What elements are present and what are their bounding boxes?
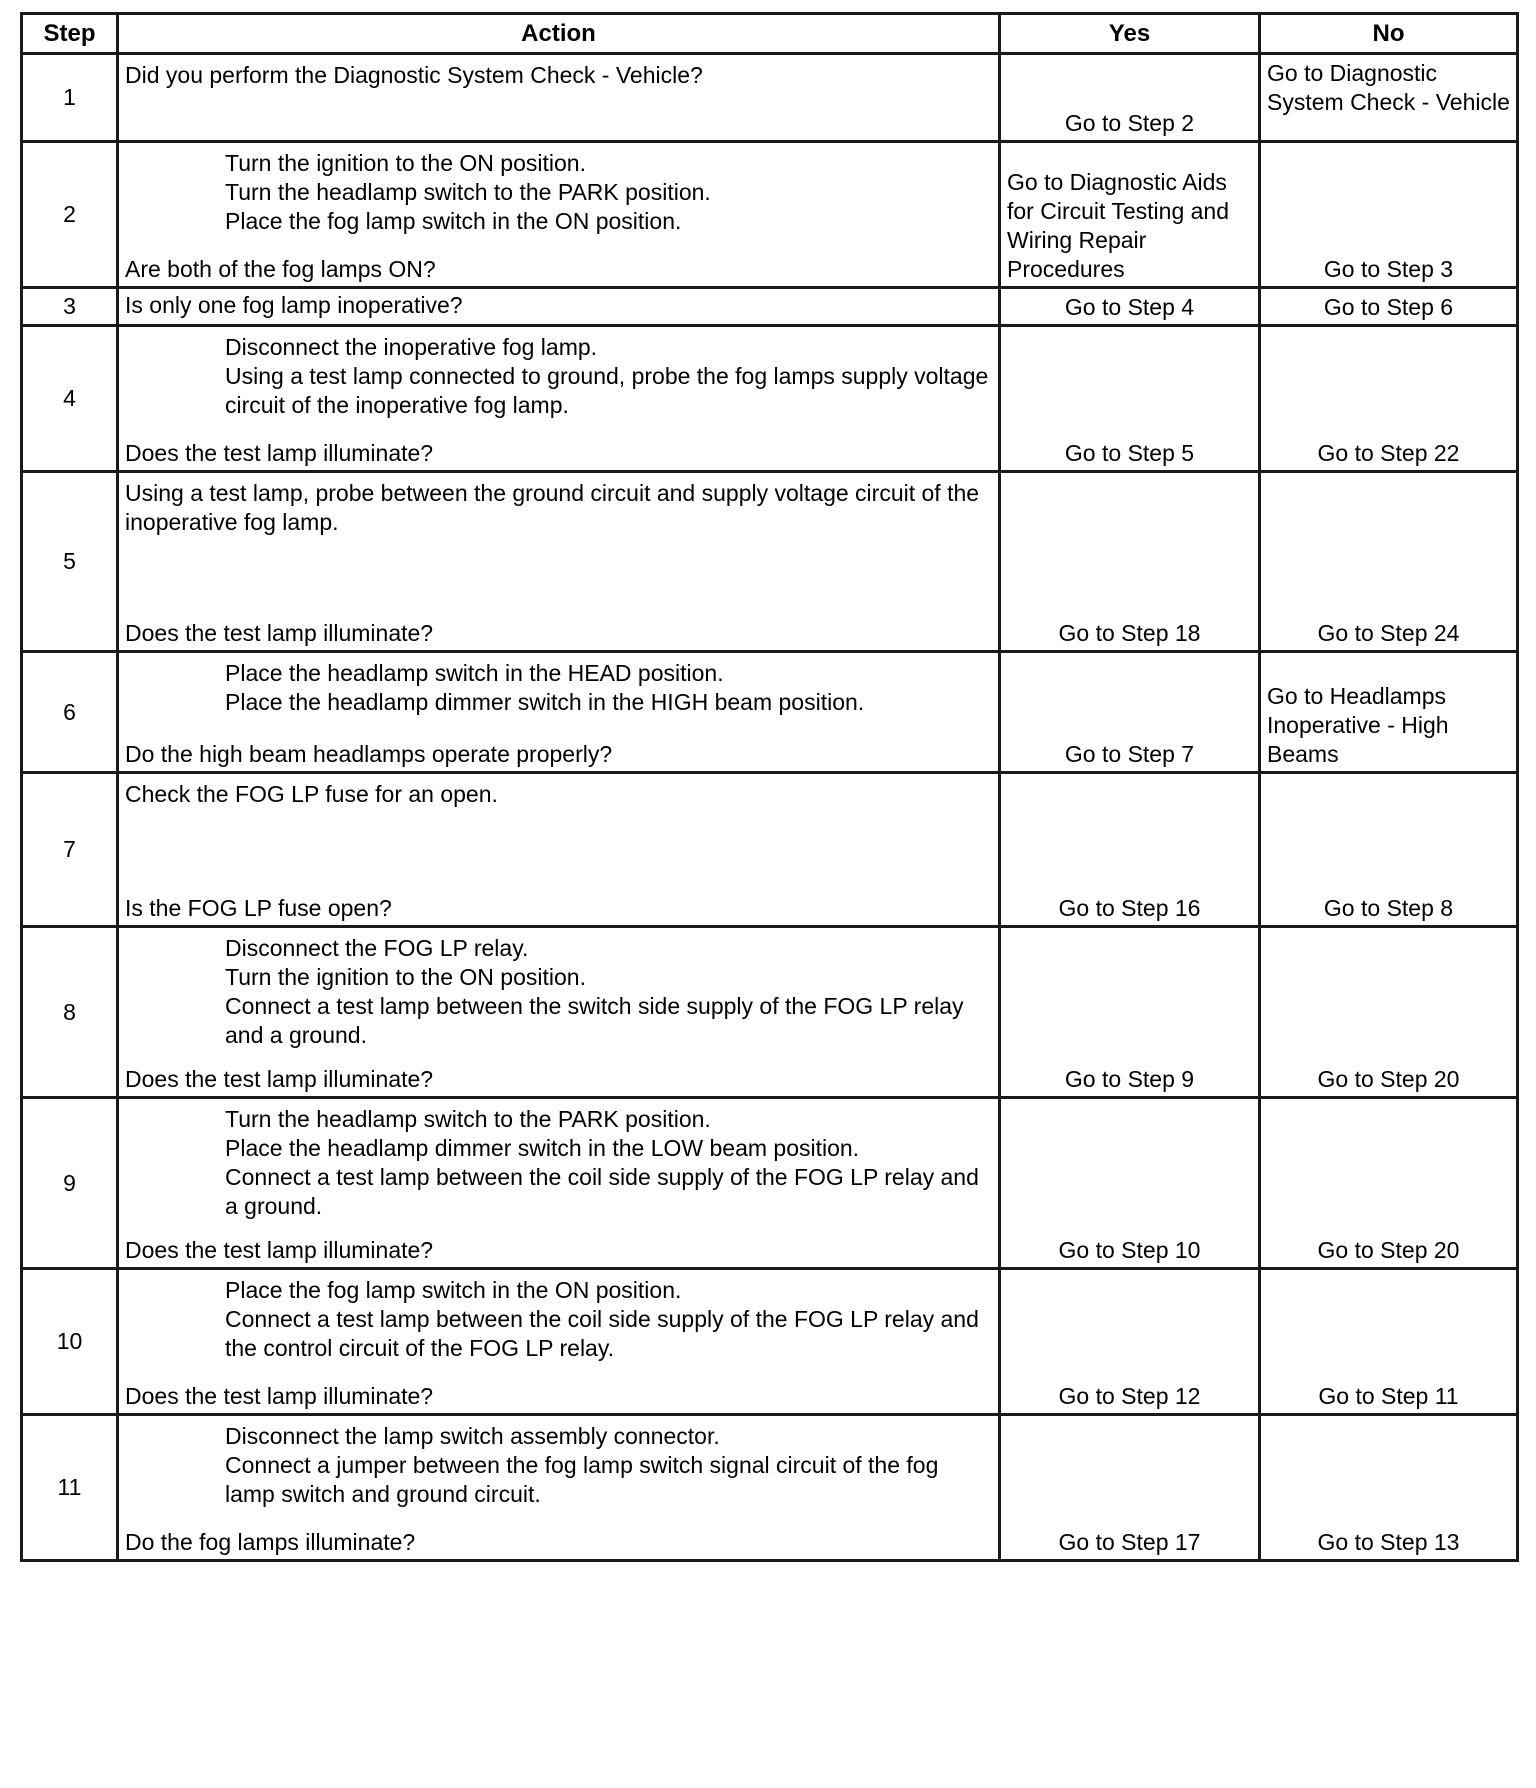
table-row xyxy=(22,54,1518,142)
step-number: 7 xyxy=(22,773,118,927)
yes-cell xyxy=(1000,472,1260,652)
yes-cell xyxy=(1000,288,1260,326)
action-instruction: Place the headlamp switch in the HEAD position. xyxy=(225,660,724,686)
yes-result: Go to Step 4 xyxy=(1064,294,1195,320)
no-cell xyxy=(1260,927,1518,1098)
table-row xyxy=(22,652,1518,773)
yes-cell xyxy=(1000,1415,1260,1561)
yes-result: Go to Step 9 xyxy=(1064,1066,1195,1092)
yes-result: Go to Step 17 xyxy=(1058,1529,1201,1555)
action-cell xyxy=(118,1415,1000,1561)
action-question: Does the test lamp illuminate? xyxy=(125,1066,434,1092)
no-result: Go to Step 20 xyxy=(1317,1237,1460,1263)
no-cell xyxy=(1260,142,1518,288)
yes-result: Go to Step 7 xyxy=(1064,741,1195,767)
action-instruction: Connect a test lamp between the coil side supply of the FOG LP relay and a ground. xyxy=(225,1164,979,1219)
action-instruction: Turn the headlamp switch to the PARK position. xyxy=(225,179,711,205)
no-cell xyxy=(1260,54,1518,142)
no-result: Go to Headlamps Inoperative - High Beams xyxy=(1267,683,1449,767)
action-instruction: Place the fog lamp switch in the ON position. xyxy=(225,208,682,234)
action-instruction: Place the headlamp dimmer switch in the LOW beam position. xyxy=(225,1135,860,1161)
table-row xyxy=(22,142,1518,288)
action-cell xyxy=(118,1098,1000,1269)
action-question: Do the high beam headlamps operate properly? xyxy=(125,741,613,767)
yes-cell xyxy=(1000,927,1260,1098)
step-number: 2 xyxy=(22,142,118,288)
action-cell xyxy=(118,326,1000,472)
no-result: Go to Diagnostic System Check - Vehicle xyxy=(1267,60,1510,115)
no-result: Go to Step 22 xyxy=(1317,440,1460,466)
no-cell xyxy=(1260,326,1518,472)
action-intro: Did you perform the Diagnostic System Check - Vehicle? xyxy=(125,62,703,88)
action-instruction: Connect a test lamp between the switch side supply of the FOG LP relay and a ground. xyxy=(225,993,964,1048)
action-instruction: Place the headlamp dimmer switch in the HIGH beam position. xyxy=(225,689,865,715)
action-instruction: Disconnect the inoperative fog lamp. xyxy=(225,334,598,360)
step-number: 1 xyxy=(22,54,118,142)
no-cell xyxy=(1260,1415,1518,1561)
no-cell xyxy=(1260,652,1518,773)
table-row xyxy=(22,326,1518,472)
yes-cell xyxy=(1000,326,1260,472)
step-number: 4 xyxy=(22,326,118,472)
step-number: 10 xyxy=(22,1269,118,1415)
action-instruction: Turn the ignition to the ON position. xyxy=(225,964,586,990)
action-cell xyxy=(118,472,1000,652)
yes-cell xyxy=(1000,773,1260,927)
action-instruction: Turn the headlamp switch to the PARK position. xyxy=(225,1106,711,1132)
no-result: Go to Step 11 xyxy=(1318,1383,1459,1409)
action-question: Does the test lamp illuminate? xyxy=(125,1383,434,1409)
yes-cell xyxy=(1000,1269,1260,1415)
yes-result: Go to Step 12 xyxy=(1058,1383,1201,1409)
header-step: Step xyxy=(22,14,118,54)
header-yes: Yes xyxy=(1000,14,1260,54)
action-instruction: Connect a test lamp between the coil side supply of the FOG LP relay and the control circuit of the FOG LP relay. xyxy=(225,1306,979,1361)
table-row xyxy=(22,1269,1518,1415)
no-result: Go to Step 24 xyxy=(1317,620,1460,646)
action-intro: Using a test lamp, probe between the ground circuit and supply voltage circuit of the inoperative fog lamp. xyxy=(125,480,980,535)
table-row xyxy=(22,472,1518,652)
header-no: No xyxy=(1260,14,1518,54)
yes-cell xyxy=(1000,54,1260,142)
step-number: 3 xyxy=(22,288,118,326)
action-cell xyxy=(118,142,1000,288)
header-row xyxy=(22,14,1518,54)
action-cell xyxy=(118,288,1000,326)
step-number: 5 xyxy=(22,472,118,652)
action-question: Are both of the fog lamps ON? xyxy=(125,256,436,282)
no-result: Go to Step 6 xyxy=(1323,294,1454,320)
action-instruction: Turn the ignition to the ON position. xyxy=(225,150,586,176)
action-instruction: Disconnect the FOG LP relay. xyxy=(225,935,529,961)
no-cell xyxy=(1260,472,1518,652)
yes-result: Go to Step 5 xyxy=(1064,440,1195,466)
table-row xyxy=(22,288,1518,326)
no-result: Go to Step 13 xyxy=(1317,1529,1460,1555)
step-number: 8 xyxy=(22,927,118,1098)
no-cell xyxy=(1260,288,1518,326)
yes-result: Go to Step 10 xyxy=(1058,1237,1201,1263)
action-question: Does the test lamp illuminate? xyxy=(125,440,434,466)
action-question: Do the fog lamps illuminate? xyxy=(125,1529,416,1555)
action-question: Does the test lamp illuminate? xyxy=(125,1237,434,1263)
action-cell xyxy=(118,54,1000,142)
yes-result: Go to Step 2 xyxy=(1064,110,1195,136)
action-question: Does the test lamp illuminate? xyxy=(125,620,434,646)
no-cell xyxy=(1260,1098,1518,1269)
yes-cell xyxy=(1000,142,1260,288)
action-cell xyxy=(118,1269,1000,1415)
step-number: 11 xyxy=(22,1415,118,1561)
yes-result: Go to Step 18 xyxy=(1058,620,1201,646)
table-row xyxy=(22,1415,1518,1561)
diagnostic-table xyxy=(20,12,1519,1562)
yes-result: Go to Diagnostic Aids for Circuit Testing and Wiring Repair Procedures xyxy=(1007,169,1230,282)
action-instruction: Using a test lamp connected to ground, probe the fog lamps supply voltage circuit of the inoperative fog lamp. xyxy=(225,363,989,418)
yes-result: Go to Step 16 xyxy=(1058,895,1201,921)
no-cell xyxy=(1260,1269,1518,1415)
header-action: Action xyxy=(118,14,1000,54)
action-instruction: Connect a jumper between the fog lamp switch signal circuit of the fog lamp switch and ground circuit. xyxy=(225,1452,939,1507)
yes-cell xyxy=(1000,1098,1260,1269)
action-instruction: Disconnect the lamp switch assembly connector. xyxy=(225,1423,720,1449)
step-number: 9 xyxy=(22,1098,118,1269)
table-row xyxy=(22,927,1518,1098)
no-result: Go to Step 3 xyxy=(1323,256,1454,282)
no-result: Go to Step 8 xyxy=(1323,895,1454,921)
action-cell xyxy=(118,927,1000,1098)
no-result: Go to Step 20 xyxy=(1317,1066,1460,1092)
yes-cell xyxy=(1000,652,1260,773)
action-question: Is only one fog lamp inoperative? xyxy=(125,292,463,318)
step-number: 6 xyxy=(22,652,118,773)
action-cell xyxy=(118,652,1000,773)
action-instruction: Place the fog lamp switch in the ON position. xyxy=(225,1277,682,1303)
action-question: Is the FOG LP fuse open? xyxy=(125,895,392,921)
action-cell xyxy=(118,773,1000,927)
table-row xyxy=(22,773,1518,927)
table-row xyxy=(22,1098,1518,1269)
no-cell xyxy=(1260,773,1518,927)
action-intro: Check the FOG LP fuse for an open. xyxy=(125,781,498,807)
